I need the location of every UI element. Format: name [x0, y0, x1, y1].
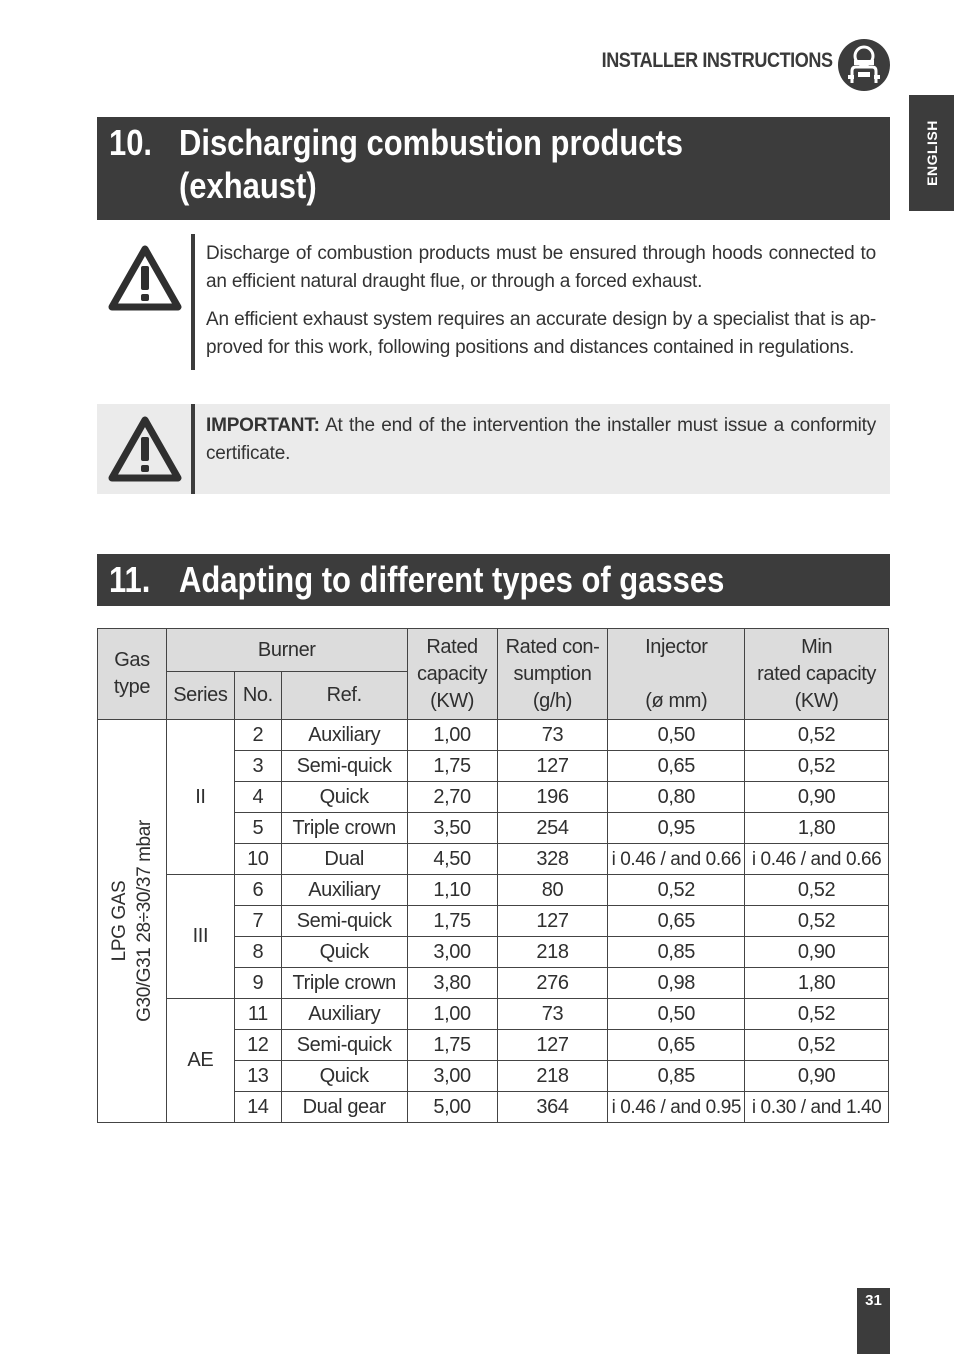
cell-consumption: 254: [497, 813, 608, 844]
section-11-heading: [97, 554, 890, 606]
cell-no: 8: [234, 937, 281, 968]
cell-no: 13: [234, 1061, 281, 1092]
cell-consumption: 127: [497, 1030, 608, 1061]
cell-capacity: 2,70: [407, 782, 497, 813]
discharge-paragraph-1: Discharge of combustion products must be ensured through hoods connected to an efficient natural draught flue, or through a forced exhaust.: [206, 243, 876, 292]
page-number: 31: [857, 1288, 890, 1354]
cell-consumption: 328: [497, 844, 608, 875]
language-tab-label: ENGLISH: [923, 120, 940, 186]
cell-consumption: 127: [497, 906, 608, 937]
cell-injector: i 0.46 / and 0.95: [608, 1092, 745, 1123]
header-no: No.: [234, 672, 281, 720]
table-row: [98, 875, 889, 906]
cell-injector: 0,95: [608, 813, 745, 844]
header-injector-line1: Injector: [645, 635, 708, 658]
cell-min: 0,52: [745, 875, 889, 906]
header-rated-consumption: [497, 629, 608, 720]
cell-capacity: 1,00: [407, 999, 497, 1030]
section-10-title-line2: (exhaust): [179, 165, 317, 206]
cell-injector: 0,52: [608, 875, 745, 906]
cell-min: 0,52: [745, 1030, 889, 1061]
cell-no: 12: [234, 1030, 281, 1061]
header-min-line2: rated capacity: [757, 662, 877, 685]
cell-capacity: 3,00: [407, 937, 497, 968]
cell-injector: 0,98: [608, 968, 745, 999]
cell-ref: Auxiliary: [281, 875, 407, 906]
header-rated-capacity-line1: Rated: [426, 635, 478, 658]
header-gas-type: [98, 629, 167, 720]
section-11-title: Adapting to different types of gasses: [179, 559, 725, 600]
cell-min: 0,90: [745, 782, 889, 813]
header-rated-capacity: [407, 629, 497, 720]
cell-min: 0,52: [745, 751, 889, 782]
cell-injector: 0,85: [608, 937, 745, 968]
series-cell: III: [166, 875, 234, 999]
cell-ref: Semi-quick: [281, 751, 407, 782]
header-min-rated-capacity: [745, 629, 889, 720]
cell-min: 0,90: [745, 1061, 889, 1092]
cell-min: i 0.46 / and 0.66: [745, 844, 889, 875]
cell-no: 2: [234, 720, 281, 751]
cell-ref: Semi-quick: [281, 906, 407, 937]
section-11-number: 11.: [109, 559, 151, 600]
table-row: [98, 999, 889, 1030]
gas-adaptation-table: [97, 628, 889, 1123]
header-gas-type-line1: Gas: [114, 649, 150, 671]
cell-consumption: 80: [497, 875, 608, 906]
header-rated-consumption-line3: (g/h): [532, 689, 573, 712]
cell-injector: 0,80: [608, 782, 745, 813]
section-10-title: [179, 121, 683, 207]
cell-no: 11: [234, 999, 281, 1030]
cell-no: 5: [234, 813, 281, 844]
cell-min: 1,80: [745, 968, 889, 999]
cell-capacity: 3,00: [407, 1061, 497, 1092]
header-series: Series: [166, 672, 234, 720]
cell-consumption: 73: [497, 720, 608, 751]
header-min-line1: Min: [801, 635, 833, 658]
cell-injector: 0,50: [608, 720, 745, 751]
section-10-number: 10.: [109, 122, 153, 163]
cell-consumption: 218: [497, 937, 608, 968]
cell-injector: 0,85: [608, 1061, 745, 1092]
cell-consumption: 127: [497, 751, 608, 782]
section-label: INSTALLER INSTRUCTIONS: [601, 49, 833, 72]
cell-min: 1,80: [745, 813, 889, 844]
cell-injector: 0,50: [608, 999, 745, 1030]
gas-type-label: [107, 820, 157, 1022]
cell-ref: Dual: [281, 844, 407, 875]
header-min-line3: (KW): [794, 689, 839, 712]
header-rated-capacity-line3: (KW): [430, 689, 475, 712]
section-10-title-line1: Discharging combustion products: [179, 122, 684, 163]
header-rated-consumption-line2: sumption: [513, 662, 592, 685]
cell-min: i 0.30 / and 1.40: [745, 1092, 889, 1123]
cell-consumption: 218: [497, 1061, 608, 1092]
cell-no: 14: [234, 1092, 281, 1123]
cell-no: 3: [234, 751, 281, 782]
header-burner: Burner: [166, 629, 407, 672]
warning-triangle-icon: [108, 244, 182, 317]
gas-type-cell: [98, 720, 167, 1123]
cell-capacity: 1,75: [407, 751, 497, 782]
discharge-paragraph-2: An efficient exhaust system requires an accurate design by a specialist that is ap-proved for this work, following positions and distances contained in regulations.: [206, 309, 876, 358]
section-10-heading: [97, 117, 890, 220]
cell-ref: Quick: [281, 937, 407, 968]
header-ref: Ref.: [281, 672, 407, 720]
cell-capacity: 1,75: [407, 906, 497, 937]
cell-consumption: 364: [497, 1092, 608, 1123]
warning-triangle-icon: [108, 415, 182, 488]
cell-ref: Dual gear: [281, 1092, 407, 1123]
cell-capacity: 3,50: [407, 813, 497, 844]
cell-no: 10: [234, 844, 281, 875]
gas-type-line1: LPG GAS: [108, 880, 130, 962]
cell-min: 0,52: [745, 720, 889, 751]
cell-ref: Auxiliary: [281, 720, 407, 751]
cell-capacity: 5,00: [407, 1092, 497, 1123]
table-row: [98, 720, 889, 751]
cell-consumption: 276: [497, 968, 608, 999]
cell-no: 7: [234, 906, 281, 937]
cell-capacity: 1,75: [407, 1030, 497, 1061]
cell-injector: i 0.46 / and 0.66: [608, 844, 745, 875]
cell-injector: 0,65: [608, 1030, 745, 1061]
cell-capacity: 4,50: [407, 844, 497, 875]
warning-divider: [191, 234, 195, 370]
header-rated-consumption-line1: Rated con-: [505, 635, 600, 658]
header-rated-capacity-line2: capacity: [416, 662, 488, 685]
important-note-body: At the end of the intervention the installer must issue a conformity certificate.: [206, 415, 876, 464]
cell-consumption: 196: [497, 782, 608, 813]
cell-ref: Auxiliary: [281, 999, 407, 1030]
cell-injector: 0,65: [608, 906, 745, 937]
cell-min: 0,52: [745, 999, 889, 1030]
series-cell: AE: [166, 999, 234, 1123]
installer-icon: [838, 39, 890, 91]
cell-ref: Quick: [281, 1061, 407, 1092]
cell-capacity: 1,00: [407, 720, 497, 751]
note-divider: [191, 404, 195, 494]
cell-no: 9: [234, 968, 281, 999]
header-injector-line2: (ø mm): [645, 689, 708, 712]
discharge-warning-text: [206, 240, 876, 372]
cell-no: 4: [234, 782, 281, 813]
cell-capacity: 3,80: [407, 968, 497, 999]
cell-min: 0,90: [745, 937, 889, 968]
language-tab: [909, 95, 954, 211]
series-cell: II: [166, 720, 234, 875]
important-label: IMPORTANT:: [206, 415, 320, 436]
cell-capacity: 1,10: [407, 875, 497, 906]
cell-consumption: 73: [497, 999, 608, 1030]
cell-min: 0,52: [745, 906, 889, 937]
header-injector: [608, 629, 745, 720]
cell-ref: Quick: [281, 782, 407, 813]
cell-ref: Triple crown: [281, 968, 407, 999]
cell-ref: Semi-quick: [281, 1030, 407, 1061]
cell-injector: 0,65: [608, 751, 745, 782]
gas-type-line2: G30/G31 28÷30/37 mbar: [133, 820, 155, 1022]
cell-no: 6: [234, 875, 281, 906]
cell-ref: Triple crown: [281, 813, 407, 844]
header-gas-type-line2: type: [113, 676, 151, 698]
important-note-text: [206, 412, 876, 468]
